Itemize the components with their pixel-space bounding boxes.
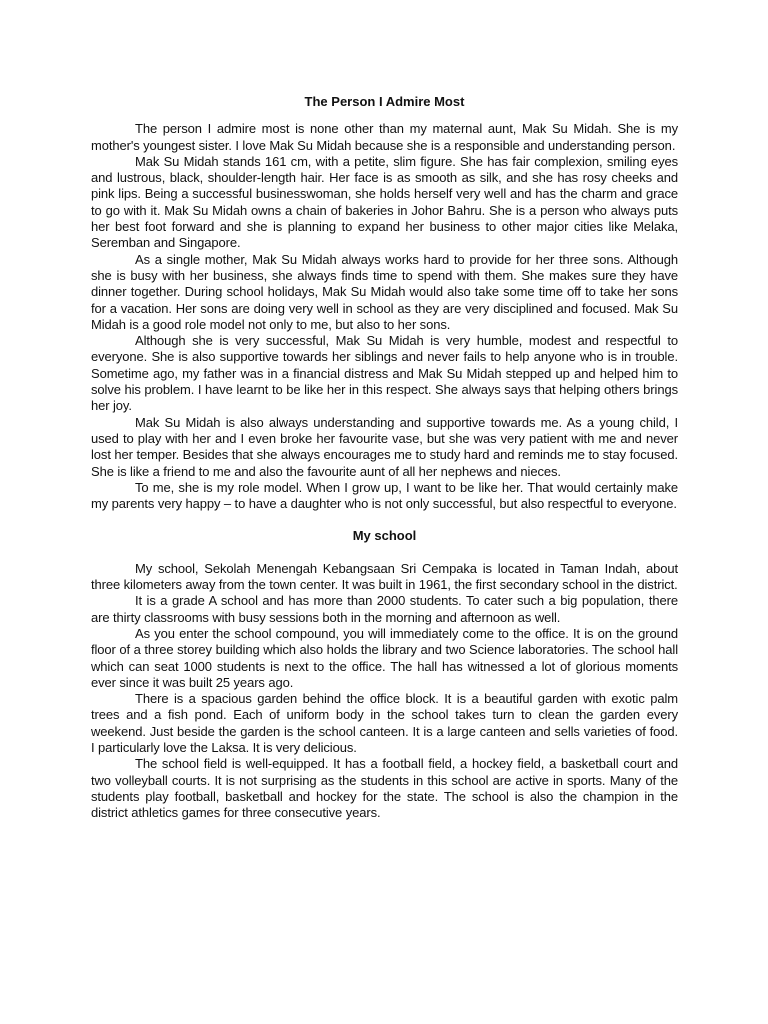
- paragraph: The school field is well-equipped. It has a football field, a hockey field, a basketball court and two volleyball courts. It is not surprising as the students in this school are active in sports. Many of the students play football, basketball and hockey for the state. The school is also the champion in the district athletics games for three consecutive years.: [91, 756, 678, 821]
- essay-body-my-school: [91, 561, 678, 822]
- document-page: [91, 0, 678, 821]
- paragraph: My school, Sekolah Menengah Kebangsaan Sri Cempaka is located in Taman Indah, about three kilometers away from the town center. It was built in 1961, the first secondary school in the district.: [91, 560, 678, 593]
- essay-title-my-school: My school: [352, 528, 417, 544]
- paragraph: As a single mother, Mak Su Midah always works hard to provide for her three sons. Although she is busy with her business, she always finds time to spend with them. She makes sure they have dinner together. During school holidays, Mak Su Midah would also take some time off to take her sons for a vacation. Her sons are doing very well in school as they are very disciplined and focused. Mak Su Midah is a good role model not only to me, but also to her sons.: [91, 251, 678, 332]
- paragraph: Mak Su Midah is also always understanding and supportive towards me. As a young child, I used to play with her and I even broke her favourite vase, but she was very patient with me and never lost her temper. Besides that she always encourages me to study hard and reminds me to stay focused. She is like a friend to me and also the favourite aunt of all her nephews and nieces.: [91, 414, 678, 479]
- paragraph: To me, she is my role model. When I grow up, I want to be like her. That would certainly make my parents very happy – to have a daughter who is not only successful, but also respectful to everyone.: [91, 479, 678, 512]
- paragraph: Although she is very successful, Mak Su Midah is very humble, modest and respectful to everyone. She is also supportive towards her siblings and never fails to help anyone who is in trouble. Sometime ago, my father was in a financial distress and Mak Su Midah stepped up and helped him to solve his problem. I have learnt to be like her in this respect. She always says that helping others brings her joy.: [91, 333, 678, 414]
- paragraph: Mak Su Midah stands 161 cm, with a petite, slim figure. She has fair complexion, smiling eyes and lustrous, black, shoulder-length hair. Her face is as smooth as silk, and she has rosy cheeks and pink lips. Being a successful businesswoman, she holds herself very well and has the charm and grace to go with it. Mak Su Midah owns a chain of bakeries in Johor Bahru. She is a person who always puts her best foot forward and she is planning to expand her business to other major cities like Melaka, Seremban and Singapore.: [91, 153, 678, 251]
- essay-title-person-i-admire: The Person I Admire Most: [304, 94, 465, 109]
- paragraph: There is a spacious garden behind the office block. It is a beautiful garden with exotic palm trees and a fish pond. Each of uniform body in the school takes turn to clean the garden every weekend. Just beside the garden is the school canteen. It is a large canteen and sells varieties of food. I particularly love the Laksa. It is very delicious.: [91, 691, 678, 755]
- paragraph: As you enter the school compound, you will immediately come to the office. It is on the ground floor of a three storey building which also holds the library and two Science laboratories. The school hall which can seat 1000 students is next to the office. The hall has witnessed a lot of glorious moments ever since it was built 25 years ago.: [91, 625, 678, 690]
- essay-body-person-i-admire: [91, 121, 678, 512]
- paragraph: It is a grade A school and has more than 2000 students. To cater such a big population, there are thirty classrooms with busy sessions both in the morning and afternoon as well.: [91, 593, 678, 625]
- paragraph: The person I admire most is none other than my maternal aunt, Mak Su Midah. She is my mother's youngest sister. I love Mak Su Midah because she is a responsible and understanding person.: [91, 121, 678, 153]
